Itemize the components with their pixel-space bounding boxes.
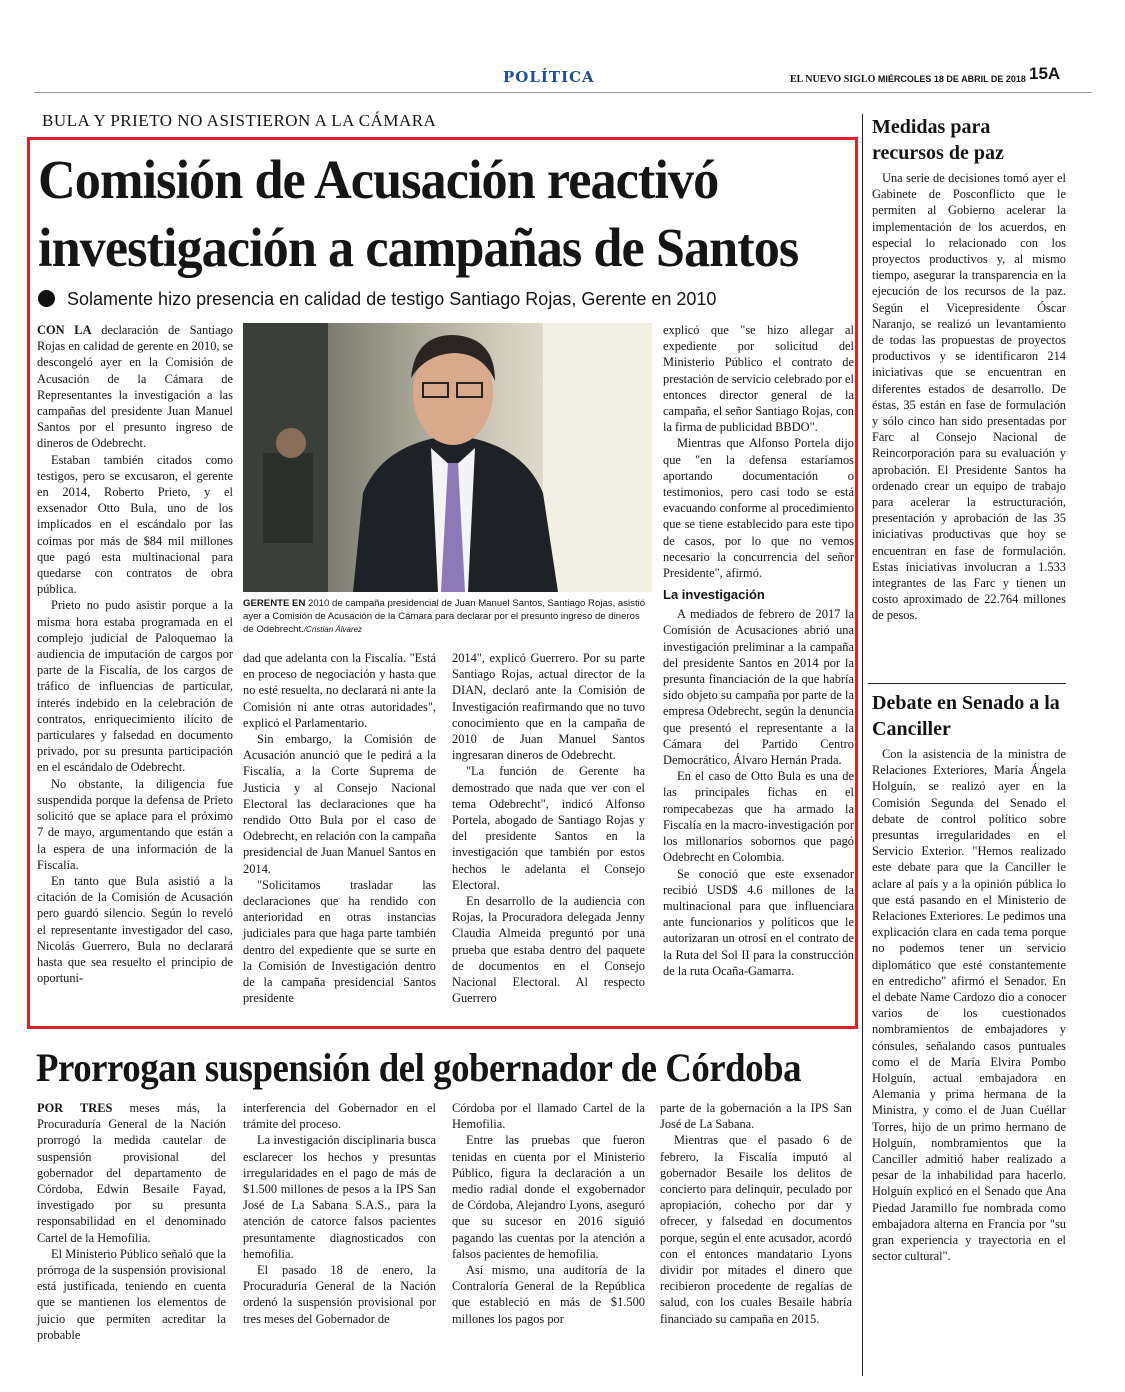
sidebar-article-2: [872, 690, 1066, 1265]
paragraph: [37, 322, 233, 452]
page-number: 15A: [1029, 64, 1061, 83]
article-subtitle: [38, 289, 716, 310]
article-2-title: Prorrogan suspensión del gobernador de Córdoba: [36, 1045, 802, 1090]
paragraph: En tanto que Bula asistió a la citación de la Comisión de Acusación pero guardó silencio. Según lo reveló el representante investigador del caso, Nicolás Guerrero, Bula no declarará hasta que sea resuelto el principio de oportuni-: [37, 873, 233, 986]
article-column-2: [243, 650, 436, 1006]
paragraph: En desarrollo de la audiencia con Rojas, la Procuradora delegada Jenny Claudia Almeida preguntó por una prueba que estaba dentro del paquete de documentos en el Consejo Nacional Electoral. Al respecto Guerrero: [452, 894, 645, 1006]
caption-text: 2010 de campaña presidencial de Juan Manuel Santos, Santiago Rojas, asistió ayer a Comisión de Acusación de la Cámara para declarar por el presunto ingreso de dineros de Odebrecht.: [243, 598, 646, 635]
caption-lead: GERENTE EN: [243, 598, 306, 609]
masthead: [790, 74, 1026, 85]
paragraph: explicó que "se hizo allegar al expediente por solicitud del Ministerio Público el contrato de prestación de servicio celebrado por el entonces director general de la campaña, el señor Santiago Rojas, con la firma de publicidad BBDO".: [663, 323, 854, 435]
paragraph: Estaban también citados como testigos, pero se excusaron, el gerente en 2014, Roberto Prieto, y el exsenador Otto Bula, uno de los implicados en el escándalo por las coimas por más de $84 mil millones que pagó esta multinacional para quedarse con contratos de obra pública.: [37, 452, 233, 597]
paragraph: dad que adelanta con la Fiscalía. "Está en proceso de negociación y hasta que no esté resuelta, no declarará ni ante la Comisión ni ante otras autoridades", explicó el Parlamentario.: [243, 651, 436, 730]
paragraph: 2014", explicó Guerrero. Por su parte Santiago Rojas, actual director de la DIAN, declaró ante la Comisión de Investigación reafirmando que no tuvo conocimiento que en la campaña de 2010 de Juan Manuel Santos ingresaran dineros de Odebrecht.: [452, 651, 645, 763]
paragraph: [37, 1100, 226, 1246]
sidebar-title: Debate en Senado a la Canciller: [872, 692, 1060, 740]
paragraph: "La función de Gerente ha demostrado que nada que ver con el tema Odebrecht", indicó Alfonso Portela, abogado de Santiago Rojas y del presidente Santos en la investigación que también por estos hechos le adelanta el Consejo Electoral.: [452, 764, 645, 892]
paragraph: "Solicitamos trasladar las declaraciones que ha rendido con anterioridad en otras instancias judiciales para que haga parte también dentro del expediente que se surte en la Comisión de Investigación dentro de la campaña presidencial Santos presidente: [243, 877, 436, 1006]
paragraph: Prieto no pudo asistir porque a la misma hora estaba programada en el complejo judicial de Paloquemao la audiencia de imputación de cargos por parte de la Fiscalía, de los cargos de tráfico de influencias de particular, interés indebido en la celebración de contratos, enriquecimiento ilícito de particulares y falsedad en documento privado, por su presunta participación en el escándalo de Odebrecht.: [37, 598, 233, 775]
subtitle-text: Solamente hizo presencia en calidad de testigo Santiago Rojas, Gerente en 2010: [67, 289, 717, 309]
paragraph: Se conoció que este exsenador recibió USD$ 4.6 millones de la multinacional para que influenciara ante funcionarios y políticos que le autorizaran un otrosí en el contrato de la Ruta del Sol II para la construcción de la ruta Ocaña-Gamarra.: [663, 866, 854, 978]
article-column-3: [452, 650, 645, 1006]
paragraph: Con la asistencia de la ministra de Relaciones Exteriores, María Ángela Holguín, se realizó ayer en la Comisión Segunda del Senado el debate de control político sobre presuntas irregularidades en el Servicio Exterior. "Hemos realizado este debate para que la Canciller le aclare al país y a la opinión pública lo que está pasando en el Ministerio de Relaciones Exteriores. Le pedimos una explicación clara en cada tema porque no podemos tener un servicio diplomático que esté constantemente en entredicho" afirmó el Senador. En el debate Name Cardozo dio a conocer varios de los cuestionados nombramientos de embajadores y cónsules, señalando casos puntuales como el de María Elvira Pombo Holguín, actual embajadora en Alemania y prima hermana de la Ministra, y como el de Juan Cuéllar Torres, hijo de un primo hermano de Holguín, nombramientos que la Canciller admitió haber realizado a pesar de la inhabilidad para hacerlo. Holguín explicó en el Senado que Ana Piedad Jaramillo fue nombrada como embajadora alterna en Francia por "su gran experiencia y trayectoria en el sector cultural".: [872, 747, 1066, 1264]
paragraph: En el caso de Otto Bula es una de las principales fichas en el rompecabezas que ha armado la Fiscalía en la macro-investigación por los millonarios sobornos que pagó Odebrecht en Colombia.: [663, 769, 854, 865]
paragraph: Así mismo, una auditoría de la Contraloría General de la República que estableció en más de $1.500 millones los pagos por: [452, 1263, 645, 1326]
article-2-column-1: [37, 1100, 226, 1343]
paragraph: El pasado 18 de enero, la Procuraduría General de la Nación ordenó la suspensión provisional por tres meses del Gobernador de: [243, 1263, 436, 1326]
bullet-icon: [38, 290, 55, 307]
paragraph: No obstante, la diligencia fue suspendida porque la defensa de Prieto solicitó que se aplace para el próximo 7 de mayo, argumentando que están a la espera de una información de la Fiscalía.: [37, 776, 233, 872]
paragraph: A mediados de febrero de 2017 la Comisión de Acusaciones abrió una investigación preliminar a la campaña del presidente Santos en 2014 por la presunta financiación de la que habría sido objeto su campaña por parte de la empresa Odebrecht, según la denuncia que presentó el representante a la Cámara del Partido Centro Democrático, Álvaro Hernán Prada.: [663, 607, 854, 768]
paragraph: El Ministerio Público señaló que la prórroga de la suspensión provisional está justificada, teniendo en cuenta que se mantienen los elementos de juicio que permiten acreditar la probable: [37, 1246, 226, 1342]
article-title: Comisión de Acusación reactivó investigación a campañas de Santos: [38, 149, 799, 278]
article-2-column-2: [243, 1100, 436, 1327]
article-column-4: [663, 322, 854, 979]
article-kicker: BULA Y PRIETO NO ASISTIERON A LA CÁMARA: [42, 111, 437, 130]
article-photo: [243, 323, 652, 592]
sidebar-title: Medidas para recursos de paz: [872, 116, 1004, 164]
issue-date: MIÉRCOLES 18 DE ABRIL DE 2018: [877, 74, 1026, 84]
paragraph: Mientras que Alfonso Portela dijo que "en la defensa estaríamos aportando documentación o testimonios, pero casi todo se está evacuando conforme al procedimiento que se tiene establecido para este tipo de casos, por lo que no vemos necesario la concurrencia del señor Presidente", afirmó.: [663, 436, 854, 581]
paragraph: Una serie de decisiones tomó ayer el Gabinete de Posconflicto que le permiten al Gobierno acelerar la implementación de los acuerdos, en especial lo relacionado con los proyectos productivos y, al mismo tiempo, asegurar la transparencia en la ejecución de los recursos de la paz. Según el Vicepresidente Óscar Naranjo, se realizó un levantamiento de todas las propuestas de proyectos productivos y se identificaron 214 iniciativas que se encuentran en diferentes estados de desarrollo. De éstas, 35 están en fase de formulación y sólo cinco han sido presentadas por Farc al Consejo Nacional de Reincorporación para su evaluación y aprobación. El Presidente Santos ha ordenado crear un equipo de trabajo para acelerar la estructuración, presentación y aprobación de las 35 iniciativas productivas que hoy se encuentran en fase de formulación. Estas iniciativas involucran a 1.533 integrantes de las Farc y tienen un costo aproximado de 22.764 millones de pesos.: [872, 171, 1066, 623]
photo-caption: [243, 597, 653, 636]
paragraph: Entre las pruebas que fueron tenidas en cuenta por el Ministerio Público, figura la declaración a un medio radial donde el exgobernador de Córdoba, Alejandro Lyons, aseguró que su sucesor en 2016 siguió pagando las cuentas por la atención a falsos pacientes de hemofilia.: [452, 1133, 645, 1261]
paragraph: Mientras que el pasado 6 de febrero, la Fiscalía imputó al gobernador Besaile los delitos de concierto para delinquir, peculado por apropiación, cohecho por dar y ofrecer, y falsedad en documentos porque, según el ente acusador, acordó con el entonces mandatario Lyons dividir por mitades el dinero que recibieron procedente de regalías de salud, con los cuales Besaile habría financiado su campaña en 2015.: [660, 1133, 852, 1326]
sidebar-divider: [862, 114, 863, 1376]
article-column-1: [37, 322, 233, 1022]
sidebar-article-1: [872, 114, 1066, 624]
photo-credit: /Cristian Álvarez: [303, 625, 363, 634]
paragraph: parte de la gobernación a la IPS San José de La Sabana.: [660, 1101, 852, 1132]
header-divider: [34, 92, 1092, 93]
photo-illustration: [243, 323, 652, 592]
lead-in: POR TRES: [37, 1101, 113, 1115]
article-2-column-3: [452, 1100, 645, 1327]
sidebar-separator: [868, 683, 1066, 684]
paragraph: Sin embargo, la Comisión de Acusación anunció que le pedirá a la Fiscalía, a la Corte Suprema de Justicia y al Consejo Nacional Electoral las declaraciones que ha rendido Otto Bula por el caso de Odebrecht, en relación con la campaña presidencial de Juan Manuel Santos en 2014.: [243, 732, 436, 876]
paragraph: La investigación disciplinaria busca esclarecer los hechos y presuntas irregularidades en el pago de más de $1.500 millones de pesos a la IPS San José de La Sabana S.A.S., para la atención de catorce falsos pacientes presuntamente diagnosticados con hemofilia.: [243, 1133, 436, 1261]
section-label: POLÍTICA: [503, 68, 595, 86]
lead-in: CON LA: [37, 323, 92, 337]
paragraph-text: meses más, la Procuraduría General de la Nación prorrogó la medida cautelar de suspensión provisional del gobernador del departamento de Córdoba, Edwin Besaile Fayad, investigado por su presunta responsabilidad en el denominado Cartel de la Hemofilia.: [37, 1101, 226, 1245]
paragraph-text: declaración de Santiago Rojas en calidad de gerente en 2010, se descongeló ayer en la Comisión de Acusación de la Cámara de Representantes la investigación a las campañas del presidente Juan Manuel Santos por el presunto ingreso de dineros de Odebrecht.: [37, 323, 233, 451]
article-2-column-4: [660, 1100, 852, 1327]
newspaper-name: EL NUEVO SIGLO: [790, 74, 876, 85]
paragraph: Córdoba por el llamado Cartel de la Hemofilia.: [452, 1101, 645, 1132]
section-subhead: La investigación: [663, 587, 765, 603]
paragraph: interferencia del Gobernador en el trámite del proceso.: [243, 1101, 436, 1132]
